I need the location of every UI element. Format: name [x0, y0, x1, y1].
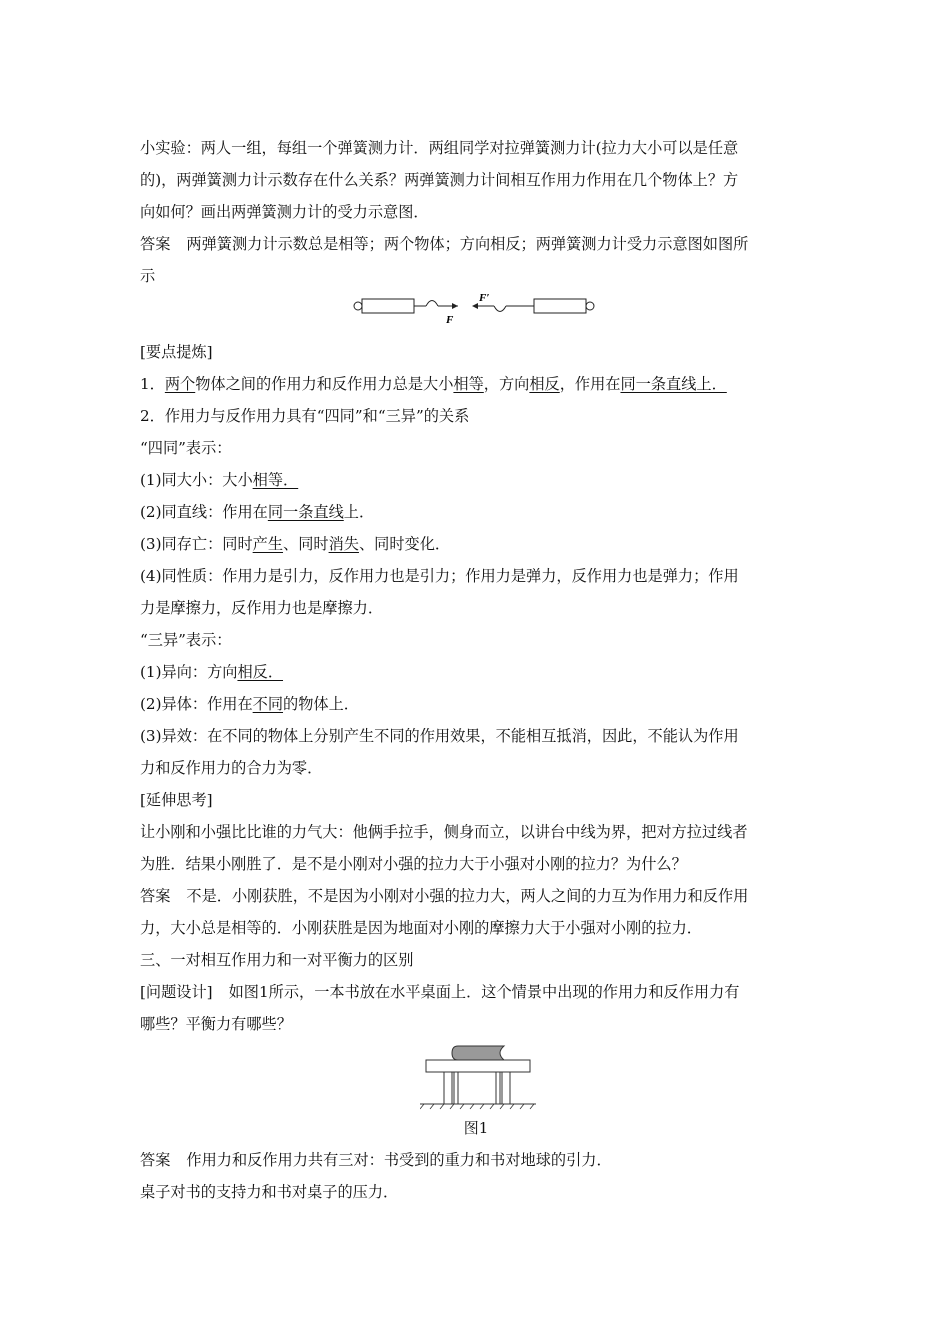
key-point-2: 2．作用力与反作用力具有“四同”和“三异”的关系	[140, 407, 470, 425]
section-3-answer-line-1	[140, 1144, 812, 1176]
experiment-line-3: 向如何？画出两弹簧测力计的受力示意图．	[140, 203, 429, 221]
answer-text: 两弹簧测力计示数总是相等；两个物体；方向相反；两弹簧测力计受力示意图如图所	[186, 235, 749, 253]
extension-question-line-2: 为胜．结果小刚胜了．是不是小刚对小强的拉力大于小强对小刚的拉力？为什么？	[140, 855, 687, 873]
figure-caption: 图1	[463, 1119, 489, 1137]
force-label-f-prime: F′	[479, 292, 490, 304]
four-same-title: “四同”表示：	[140, 439, 232, 457]
document-page	[140, 132, 812, 1208]
problem-text: 如图1所示，一本书放在水平桌面上．这个情景中出现的作用力和反作用力有	[228, 983, 740, 1001]
blank-two: 两个	[164, 375, 196, 393]
experiment-line-1: 小实验：两人一组，每组一个弹簧测力计．两组同学对拉弹簧测力计(拉力大小可以是任意	[140, 139, 739, 157]
blank-opposite: 相反	[529, 375, 560, 393]
experiment-answer-line-2: 示	[140, 267, 156, 285]
problem-line-1	[140, 976, 812, 1008]
force-label-f: F	[446, 314, 454, 326]
answer-label: 答案	[140, 235, 171, 253]
four-same-3-text-end: 、同时变化．	[358, 535, 451, 553]
three-diff-3-line-1: (3)异效：在不同的物体上分别产生不同的作用效果，不能相互抵消，因此，不能认为作用	[140, 727, 739, 745]
three-diff-title: “三异”表示：	[140, 631, 232, 649]
extension-answer-text: 不是．小刚获胜，不是因为小刚对小强的拉力大，两人之间的力互为作用力和反作用	[186, 887, 749, 905]
four-same-3	[140, 528, 812, 560]
extension-question-line-1: 让小刚和小强比比谁的力气大：他俩手拉手，侧身而立，以讲台中线为界，把对方拉过线者	[140, 823, 748, 841]
key-point-1	[140, 368, 812, 400]
key-point-1-text-c: ，作用在	[559, 375, 621, 393]
four-same-2	[140, 496, 812, 528]
answer-label: 答案	[140, 1151, 171, 1169]
three-diff-2-text-end: 的物体上．	[283, 695, 359, 713]
four-same-3-blank-produce: 产生	[252, 535, 284, 553]
extension-heading: [延伸思考]	[140, 791, 213, 809]
book-on-table-figure	[140, 1040, 812, 1112]
book-on-table-diagram	[420, 1042, 540, 1110]
spring-scale-diagram	[350, 292, 610, 328]
four-same-4-line-2: 力是摩擦力，反作用力也是摩擦力．	[140, 599, 383, 617]
spring-scale-figure	[140, 292, 812, 332]
section-3-answer-line-2: 桌子对书的支持力和书对桌子的压力．	[140, 1183, 399, 1201]
three-diff-1-text: (1)异向：方向	[140, 663, 238, 681]
key-point-1-text-a: 物体之间的作用力和反作用力总是大小	[195, 375, 454, 393]
extension-answer-line-1	[140, 880, 812, 912]
four-same-1-blank: 相等．	[252, 471, 299, 489]
key-points-heading: [要点提炼]	[140, 343, 213, 361]
four-same-4-line-1: (4)同性质：作用力是引力，反作用力也是引力；作用力是弹力，反作用力也是弹力；作用	[140, 567, 739, 585]
four-same-2-blank: 同一条直线	[267, 503, 344, 521]
four-same-3-text-mid: 、同时	[283, 535, 329, 553]
experiment-answer-line-1	[140, 228, 812, 260]
experiment-line-2: 的)，两弹簧测力计示数存在什么关系？两弹簧测力计间相互作用力作用在几个物体上？方	[140, 171, 739, 189]
extension-answer-line-2: 力，大小总是相等的．小刚获胜是因为地面对小刚的摩擦力大于小强对小刚的拉力．	[140, 919, 702, 937]
section-3-answer-text: 作用力和反作用力共有三对：书受到的重力和书对地球的引力．	[186, 1151, 612, 1169]
section-3-title: 三、一对相互作用力和一对平衡力的区别	[140, 951, 414, 969]
three-diff-2-blank: 不同	[252, 695, 284, 713]
key-point-1-prefix: 1．	[140, 375, 165, 393]
problem-label: [问题设计]	[140, 983, 213, 1001]
four-same-3-text: (3)同存亡：同时	[140, 535, 253, 553]
four-same-1-text: (1)同大小：大小	[140, 471, 253, 489]
three-diff-1-blank: 相反．	[237, 663, 284, 681]
three-diff-3-line-2: 力和反作用力的合力为零．	[140, 759, 323, 777]
three-diff-2-text: (2)异体：作用在	[140, 695, 253, 713]
answer-label: 答案	[140, 887, 171, 905]
four-same-1	[140, 464, 812, 496]
three-diff-1	[140, 656, 812, 688]
four-same-3-blank-vanish: 消失	[328, 535, 359, 553]
blank-equal: 相等	[453, 375, 484, 393]
key-point-1-text-b: ，方向	[483, 375, 530, 393]
problem-line-2: 哪些？平衡力有哪些？	[140, 1015, 292, 1033]
three-diff-2	[140, 688, 812, 720]
blank-same-line: 同一条直线上．	[620, 375, 727, 393]
four-same-2-text-end: 上．	[343, 503, 375, 521]
four-same-2-text: (2)同直线：作用在	[140, 503, 268, 521]
